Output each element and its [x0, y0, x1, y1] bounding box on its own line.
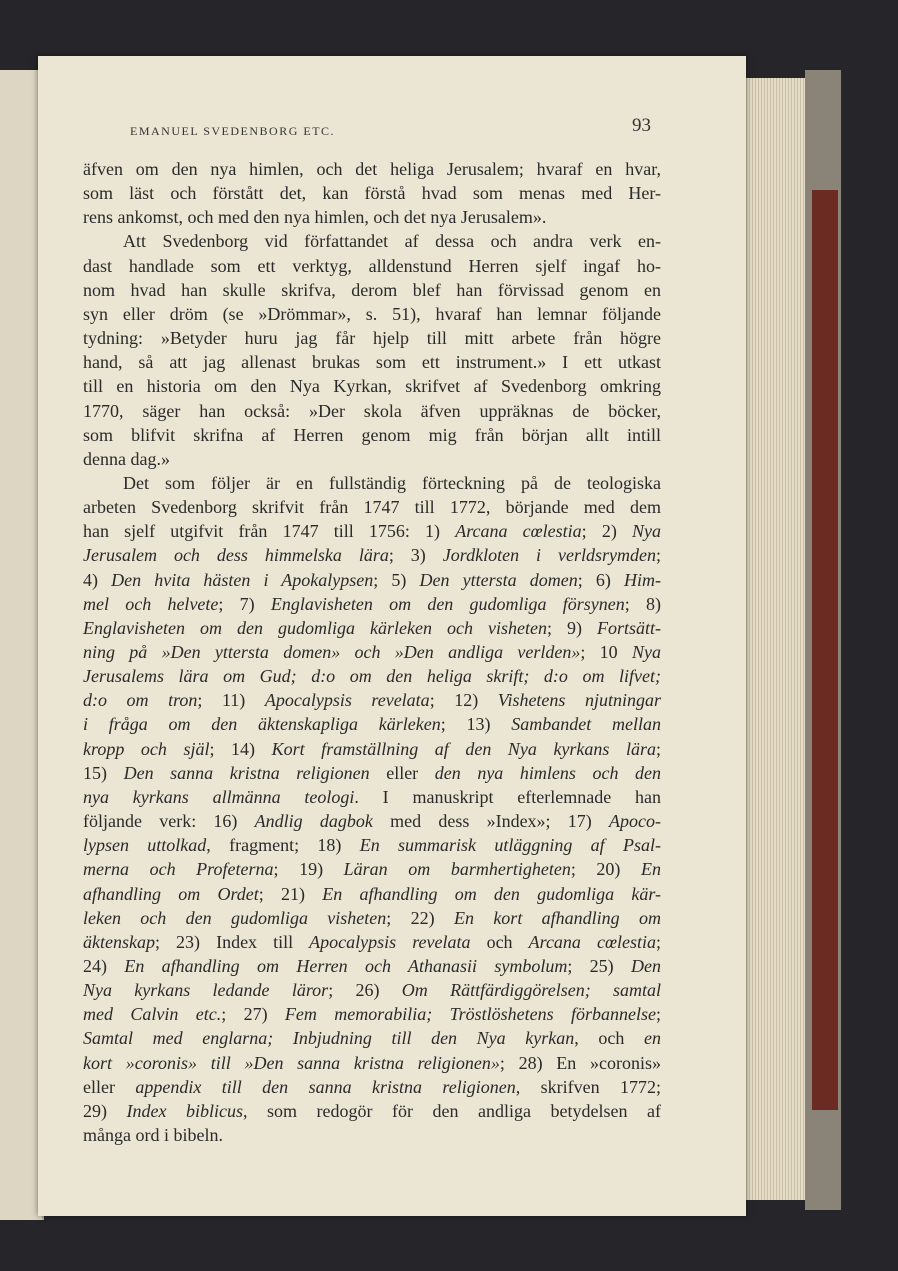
page-edges — [744, 78, 808, 1200]
text-segment: denna dag.» — [83, 448, 170, 469]
text-segment: 1770, säger han också: »Der skola äfven uppräknas de böcker, — [83, 400, 661, 421]
page-number: 93 — [632, 115, 651, 136]
italic-title: Kort framställning af den Nya kyrkans lära — [271, 738, 656, 759]
italic-title: Den — [631, 955, 662, 976]
italic-title: Apoco- — [609, 811, 662, 832]
italic-title: kort »coronis» till »Den sanna kristna religionen» — [83, 1052, 500, 1073]
italic-title: Nya — [632, 642, 661, 662]
italic-title: afhandling om Ordet — [83, 883, 259, 904]
text-line — [83, 834, 661, 856]
text-segment: ; 6) — [577, 569, 625, 590]
italic-title: Fem memorabilia; Tröstlöshetens förbannelse — [284, 1004, 656, 1025]
italic-title: Englavisheten om den gudomliga kärleken och visheten — [83, 617, 547, 638]
text-line — [83, 424, 661, 446]
text-segment: till en historia om den Nya Kyrkan, skrifvet af Svedenborg omkring — [83, 376, 661, 397]
italic-title: d:o om tron — [83, 690, 198, 711]
italic-title: Sambandet mellan — [511, 714, 661, 735]
italic-title: Englavisheten om den gudomliga försynen — [270, 593, 625, 614]
text-line — [83, 1100, 661, 1122]
italic-title: Jordkloten i verldsrymden — [442, 545, 656, 566]
text-segment: ; 21) — [258, 883, 323, 904]
italic-title: En summarisk utläggning af Psal- — [359, 835, 661, 856]
text-line — [83, 713, 661, 735]
text-segment: , skrifven 1772; — [515, 1076, 662, 1097]
text-line — [83, 1003, 661, 1025]
italic-title: lypsen uttolkad — [83, 835, 207, 856]
text-segment: , och — [574, 1028, 644, 1049]
text-segment: eller — [369, 762, 435, 783]
text-line — [83, 858, 661, 880]
italic-title: Apocalypsis revelata — [309, 931, 471, 952]
text-segment: ; 14) — [209, 738, 272, 759]
text-segment: arbeten Svedenborg skrifvit från 1747 till 1772, börjande med dem — [83, 497, 661, 518]
text-segment: ; — [655, 931, 661, 952]
cover-spine-label — [812, 190, 838, 1110]
running-header: EMANUEL SVEDENBORG ETC. — [130, 124, 336, 138]
italic-title: Om Rättfärdiggörelsen; samtal — [401, 980, 662, 1001]
text-segment: ; — [655, 545, 661, 566]
text-segment: ; 3) — [388, 545, 443, 566]
text-segment: 24) — [83, 955, 125, 976]
text-segment: följande verk: 16) — [83, 811, 255, 832]
text-line — [83, 1124, 661, 1146]
italic-title: Arcana cœlestia — [528, 931, 656, 952]
text-segment: ; 23) Index till — [154, 931, 310, 952]
text-line — [83, 593, 661, 615]
text-line — [83, 762, 661, 784]
italic-title: Vishetens njutningar — [497, 690, 661, 711]
text-line — [83, 1052, 661, 1074]
text-line — [83, 1076, 661, 1098]
text-line — [83, 303, 661, 325]
text-segment: hand, så att jag allenast brukas som ett instrument.» I ett utkast — [83, 352, 661, 373]
text-segment: som läst och förstått det, kan förstå hvad som menas med Her- — [83, 183, 661, 204]
text-segment: ; 5) — [373, 569, 420, 590]
italic-title: med Calvin etc. — [83, 1004, 222, 1025]
text-line — [83, 544, 661, 566]
italic-title: en — [644, 1028, 661, 1049]
text-segment: ; 26) — [328, 980, 402, 1001]
text-segment: ; 25) — [567, 955, 632, 976]
text-segment: med dess »Index»; 17) — [372, 811, 610, 832]
text-line — [83, 979, 661, 1001]
text-line — [83, 448, 661, 470]
text-segment: äfven om den nya himlen, och det heliga Jerusalem; hvaraf en hvar, — [83, 159, 661, 179]
italic-title: Läran om barmhertigheten — [343, 859, 571, 880]
text-line — [83, 738, 661, 760]
italic-title: mel och helvete — [83, 593, 219, 614]
text-segment: ; 12) — [429, 690, 498, 711]
text-line — [83, 689, 661, 711]
text-line — [83, 955, 661, 977]
italic-title: Jerusalems lära om Gud; d:o om den heliga skrift; d:o om lifvet; — [83, 666, 661, 687]
text-line — [83, 665, 661, 687]
text-segment: ; 8) — [624, 593, 661, 614]
text-line — [83, 931, 661, 953]
text-segment: dast handlade som ett verktyg, alldenstund Herren sjelf ingaf ho- — [83, 255, 661, 276]
text-line — [83, 569, 661, 591]
italic-title: leken och den gudomliga visheten — [83, 907, 387, 928]
text-segment: , som redogör för den andliga betydelsen af — [243, 1100, 661, 1121]
text-line — [83, 520, 661, 542]
italic-title: Index biblicus — [126, 1100, 243, 1121]
italic-title: äktenskap — [83, 931, 155, 952]
text-segment: ; 20) — [570, 859, 641, 880]
italic-title: nya kyrkans allmänna teologi — [83, 786, 355, 807]
text-segment: nom hvad han skulle skrifva, derom blef han förvissad genom en — [83, 279, 661, 300]
text-segment: ; — [656, 1004, 662, 1025]
italic-title: appendix till den sanna kristna religionen — [135, 1076, 516, 1097]
text-segment: Det som följer är en fullständig förteckning på de teologiska — [123, 472, 661, 493]
italic-title: En afhandling om den gudomliga kär- — [322, 883, 662, 904]
text-segment: 4) — [83, 569, 112, 590]
text-line — [83, 351, 661, 373]
text-segment: ; 28) En »coronis» — [499, 1052, 661, 1073]
italic-title: den nya himlens och den — [434, 762, 662, 783]
text-segment: ; 19) — [273, 859, 344, 880]
text-segment: 29) — [83, 1100, 127, 1121]
italic-title: i fråga om den äktenskapliga kärleken — [83, 714, 441, 735]
text-line — [83, 279, 661, 301]
text-segment: ; 9) — [546, 617, 597, 638]
italic-title: ning på »Den yttersta domen» och »Den andliga verlden» — [83, 642, 581, 662]
italic-title: Him- — [624, 569, 662, 590]
text-line — [83, 617, 661, 639]
italic-title: Jerusalem och dess himmelska lära — [83, 545, 389, 566]
text-segment: , fragment; 18) — [206, 835, 360, 856]
text-line — [83, 496, 661, 518]
text-segment: eller — [83, 1076, 136, 1097]
text-segment: många ord i bibeln. — [83, 1125, 223, 1145]
text-segment: tydning: »Betyder huru jag får hjelp till mitt arbete från högre — [83, 328, 661, 349]
text-line — [83, 786, 661, 808]
italic-title: kropp och själ — [83, 738, 210, 759]
text-segment: Att Svedenborg vid författandet af dessa och andra verk en- — [123, 231, 661, 252]
text-segment: 15) — [83, 762, 124, 783]
text-line — [83, 158, 661, 180]
text-segment: som blifvit skrifna af Herren genom mig från början allt intill — [83, 424, 661, 445]
text-line — [83, 641, 661, 663]
italic-title: Den hvita hästen i Apokalypsen — [111, 569, 374, 590]
italic-title: Arcana cœlestia — [455, 521, 582, 542]
italic-title: Den sanna kristna religionen — [123, 762, 370, 783]
text-segment: ; 27) — [221, 1004, 285, 1025]
italic-title: Apocalypsis revelata — [264, 690, 430, 711]
text-line — [83, 883, 661, 905]
text-segment: syn eller dröm (se »Drömmar», s. 51), hvaraf han lemnar följande — [83, 303, 661, 324]
text-segment: ; 7) — [218, 593, 271, 614]
italic-title: Nya — [631, 521, 661, 542]
italic-title: merna och Profeterna — [83, 859, 274, 880]
italic-title: Samtal med englarna; Inbjudning till den Nya kyrkan — [83, 1028, 575, 1049]
text-segment: ; 10 — [580, 642, 632, 662]
italic-title: Andlig dagbok — [254, 811, 373, 832]
text-line — [83, 255, 661, 277]
text-line — [83, 206, 661, 228]
text-line — [83, 327, 661, 349]
text-segment: . I manuskript efterlemnade han — [354, 786, 661, 807]
text-segment: han sjelf utgifvit från 1747 till 1756: 1) — [83, 521, 456, 542]
text-line — [83, 810, 661, 832]
text-line — [83, 1027, 661, 1049]
text-segment: ; 13) — [440, 714, 512, 735]
italic-title: En — [641, 859, 661, 880]
text-line — [83, 907, 661, 929]
text-segment: ; 2) — [581, 521, 632, 542]
italic-title: En kort afhandling om — [453, 907, 661, 928]
text-line — [83, 472, 661, 494]
text-segment: ; — [656, 738, 662, 759]
text-segment: rens ankomst, och med den nya himlen, och det nya Jerusalem». — [83, 207, 547, 228]
italic-title: Den yttersta domen — [419, 569, 578, 590]
italic-title: Nya kyrkans ledande läror — [83, 980, 329, 1001]
text-segment: ; 11) — [197, 690, 265, 711]
text-segment: ; 22) — [386, 907, 454, 928]
text-segment: och — [470, 931, 529, 952]
text-line — [83, 375, 661, 397]
italic-title: En afhandling om Herren och Athanasii symbolum — [124, 955, 568, 976]
text-line — [83, 182, 661, 204]
italic-title: Fortsätt- — [597, 617, 662, 638]
text-line — [83, 230, 661, 252]
text-line — [83, 400, 661, 422]
